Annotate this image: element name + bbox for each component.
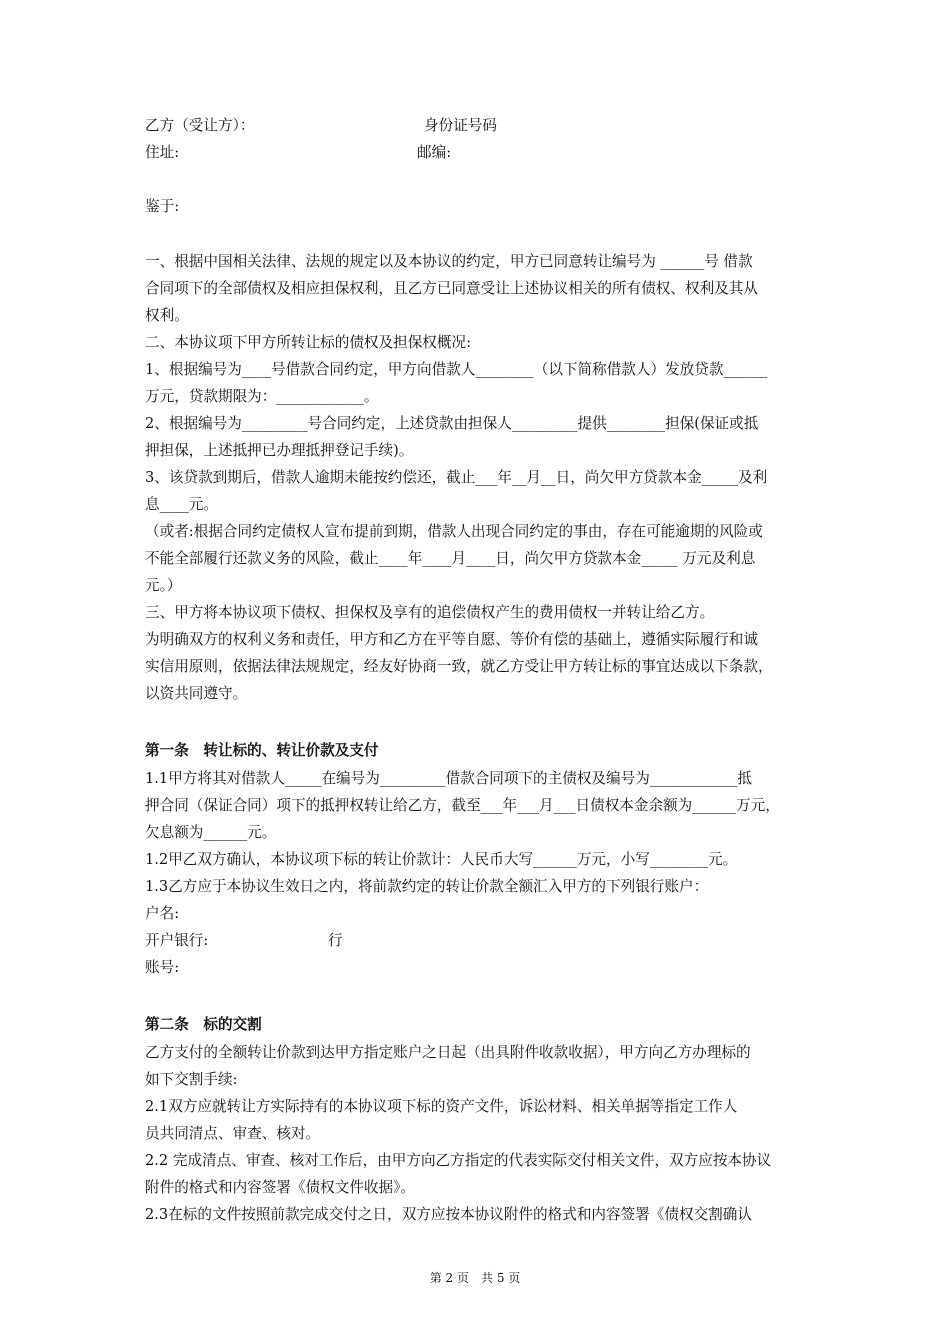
article-2-line: 2.2 完成清点、审查、核对工作后，由甲方向乙方指定的代表实际交付相关文件，双方应按本协议	[145, 1152, 772, 1169]
article-1-heading: 第一条 转让标的、转让价款及支付	[145, 742, 379, 759]
recital-line: 元。）	[145, 577, 182, 594]
article-1-line: 1.3乙方应于本协议生效日之内，将前款约定的转让价款全额汇入甲方的下列银行账户：	[145, 878, 709, 895]
account-name-label: 户名:	[145, 905, 180, 922]
recital-line: 3、该贷款到期后，借款人逾期未能按约偿还，截止___年__月__日，尚欠甲方贷款本金_____及利	[145, 469, 768, 486]
article-1-line: 1.2甲乙双方确认，本协议项下标的转让价款计：人民币大写______万元，小写________元。	[145, 851, 738, 868]
party-b-id-label: 身份证号码	[424, 117, 497, 134]
article-2-heading: 第二条 标的交割	[145, 1016, 262, 1033]
article-2-line: 乙方支付的全额转让价款到达甲方指定账户之日起（出具附件收款收据），甲方向乙方办理标的	[145, 1044, 751, 1061]
article-1-line: 1.1甲方将其对借款人_____在编号为_________借款合同项下的主债权及编号为____________抵	[145, 770, 752, 787]
recital-line: 二、本协议项下甲方所转让标的债权及担保权概况:	[145, 334, 471, 351]
recital-line: 权利。	[145, 307, 189, 324]
party-b-address-label: 住址:	[145, 144, 180, 161]
recital-line: 不能全部履行还款义务的风险，截止____年____月____日，尚欠甲方贷款本金_____ 万元及利息	[145, 550, 756, 567]
recital-line: （或者:根据合同约定债权人宣布提前到期，借款人出现合同约定的事由，存在可能逾期的风险或	[145, 523, 763, 540]
article-1-line: 押合同（保证合同）项下的抵押权转让给乙方，截至___年___月___日债权本金余额为______万元，	[145, 797, 780, 814]
recital-line: 息____元。	[145, 496, 218, 513]
article-2-line: 附件的格式和内容签署《债权文件收据》。	[145, 1179, 415, 1196]
recital-line: 以资共同遵守。	[145, 685, 248, 702]
recital-line: 万元，贷款期限为：____________。	[145, 388, 379, 405]
recital-line: 押担保，上述抵押已办理抵押登记手续)。	[145, 442, 414, 459]
bank-suffix: 行	[328, 932, 343, 949]
article-1-line: 欠息额为______元。	[145, 824, 277, 841]
party-b-name-label: 乙方（受让方）：	[145, 117, 255, 134]
recital-line: 1、根据编号为____号借款合同约定，甲方向借款人________（以下简称借款人）发放贷款______	[145, 361, 768, 378]
article-2-line: 2.1双方应就转让方实际持有的本协议项下标的资产文件，诉讼材料、相关单据等指定工作人	[145, 1098, 738, 1115]
recital-line: 实信用原则，依据法律法规规定，经友好协商一致，就乙方受让甲方转让标的事宜达成以下条款，	[145, 658, 773, 675]
account-number-label: 账号:	[145, 959, 180, 976]
recital-line: 三、甲方将本协议项下债权、担保权及享有的追偿债权产生的费用债权一并转让给乙方。	[145, 604, 715, 621]
party-b-postcode-label: 邮编:	[417, 144, 452, 161]
bank-label: 开户银行:	[145, 932, 209, 949]
recital-line: 一、根据中国相关法律、法规的规定以及本协议的约定，甲方已同意转让编号为 ______号 借款	[145, 253, 753, 270]
article-2-line: 员共同清点、审查、核对。	[145, 1125, 321, 1142]
recital-line: 为明确双方的权利义务和责任，甲方和乙方在平等自愿、等价有偿的基础上，遵循实际履行和诚	[145, 631, 758, 648]
page-footer: 第 2 页 共 5 页	[429, 1271, 521, 1285]
article-2-line: 如下交割手续:	[145, 1071, 238, 1088]
recital-line: 2、根据编号为_________号合同约定，上述贷款由担保人_________提供________担保(保证或抵	[145, 415, 759, 432]
whereas-label: 鉴于:	[145, 198, 180, 215]
article-2-line: 2.3在标的文件按照前款完成交付之日，双方应按本协议附件的格式和内容签署《债权交割确认	[145, 1206, 752, 1223]
recital-line: 合同项下的全部债权及相应担保权利，且乙方已同意受让上述协议相关的所有债权、权利及其从	[145, 280, 758, 297]
